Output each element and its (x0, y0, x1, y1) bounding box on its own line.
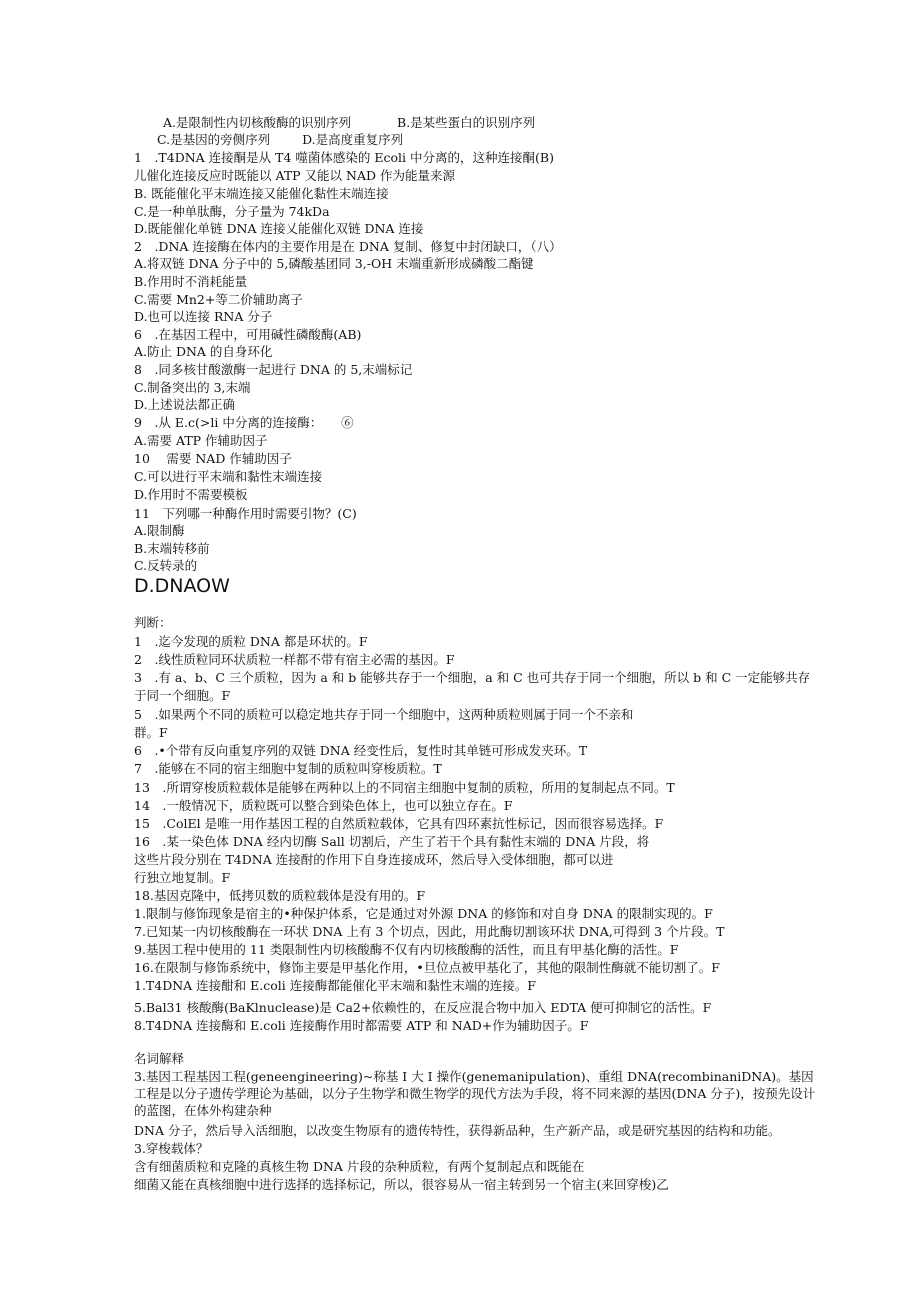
term-definition: DNA 分子，然后导入活细胞，以改变生物原有的遗传特性，获得新品种，生产新产品，或是研究基因的结构和功能。 (134, 1123, 781, 1138)
option-d: D.DNAOW (134, 575, 230, 597)
option-a: A.将双链 DNA 分子中的 5,磷酸基团同 3,-OH 末端重新形成磷酸二酯键 (134, 256, 534, 271)
option-c: C.制备突出的 3,末端 (134, 380, 251, 395)
option-d: D.是高度重复序列 (302, 132, 404, 147)
list-item: 13 .所谓穿梭质粒载体是能够在两种以上的不同宿主细胞中复制的质粒，所用的复制起点不同。T (134, 780, 675, 795)
list-item: 群。F (134, 725, 168, 740)
list-item: 1 .迄今发现的质粒 DNA 都是环状的。F (134, 634, 368, 649)
term-definition: 3.基因工程基因工程(geneengineering)~称基 I 大 I 操作(genemanipulation)、重组 DNA(recombinaniDNA)。基因工程是以分子遗传学理论为基础，以分子生物学和微生物学的现代方法为手段，将不同来源的基因(DNA 分子)，按预先设计的蓝图，在体外构建杂种 (134, 1069, 816, 1118)
list-item: 1.限制与修饰现象是宿主的•种保护体系，它是通过对外源 DNA 的修饰和对自身 DNA 的限制实现的。F (134, 906, 713, 921)
term-definition: 含有细菌质粒和克隆的真核生物 DNA 片段的杂种质粒，有两个复制起点和既能在 (134, 1159, 585, 1174)
option-c: C.是一种单肽酶，分子量为 74kDa (134, 204, 330, 219)
list-item: 8.T4DNA 连接酶和 E.coli 连接酶作用时都需要 ATP 和 NAD+作为辅助因子。F (134, 1018, 589, 1033)
section-heading: 判断： (134, 615, 172, 630)
option-b: B.作用时不消耗能量 (134, 274, 248, 289)
list-item: 5.Bal31 核酸酶(BaKlnuclease)是 Ca2+依赖性的，在反应混合物中加入 EDTA 便可抑制它的活性。F (134, 1000, 712, 1015)
list-item: 6 .•个带有反向重复序列的双链 DNA 经变性后，复性时其单链可形成发夹环。T (134, 743, 588, 758)
option-d: D.既能催化单链 DNA 连接乂能催化双链 DNA 连接 (134, 221, 424, 236)
option-b: 10 需要 NAD 作辅助因子 (134, 451, 292, 466)
list-item: 16 .某一染色体 DNA 经内切酶 Sall 切割后，产生了若干个具有黏性末端的 DNA 片段，将 (134, 834, 650, 849)
option-c: C.可以进行平末端和黏性末端连接 (134, 469, 323, 484)
option-line (163, 114, 535, 131)
term-heading: 3.穿梭载体？ (134, 1141, 209, 1156)
option-a: A.限制酶 (134, 523, 185, 538)
option-c: C.需要 Mn2+等二价辅助离子 (134, 292, 303, 307)
option-c: C.反转录的 (134, 558, 198, 573)
option-a: A.是限制性内切核酸酶的识别序列 (163, 115, 352, 130)
option-b: B.是某些蛋白的识别序列 (397, 115, 536, 130)
option-line (157, 131, 403, 148)
list-item: 这些片段分别在 T4DNA 连接酎的作用下自身连接成环，然后导入受体细胞，都可以进 (134, 852, 614, 867)
list-item: 1.T4DNA 连接酣和 E.coli 连接酶都能催化平末端和黏性末端的连接。F (134, 978, 536, 993)
option-a: A.需要 ATP 作辅助因子 (134, 433, 268, 448)
list-item: 15 .ColEl 是唯一用作基因工程的自然质粒载体，它具有四环素抗性标记，因而很容易选择。F (134, 816, 664, 831)
question-stem: 2 .DNA 连接酶在体内的主要作用是在 DNA 复制、修复中封闭缺口，（八） (134, 239, 562, 254)
list-item: 7 .能够在不同的宿主细胞中复制的质粒叫穿梭质粒。T (134, 761, 442, 776)
list-item: 行独立地复制。F (134, 870, 231, 885)
list-item: 14 .一般情况下，质粒既可以整合到染色体上，也可以独立存在。F (134, 798, 513, 813)
list-item: 2 .线性质粒同环状质粒一样都不带有宿主必需的基因。F (134, 652, 455, 667)
list-item: 18.基因克隆中，低拷贝数的质粒载体是没有用的。F (134, 888, 426, 903)
list-item: 9.基因工程中使用的 11 类限制性内切核酸酶不仅有内切核酸酶的活性，而且有甲基化酶的活性。F (134, 942, 679, 957)
option-a: 儿催化连接反应时既能以 ATP 又能以 NAD 作为能量来源 (134, 168, 455, 183)
list-item: 于同一个细胞。F (134, 688, 231, 703)
option-d: D.作用时不需要模板 (134, 487, 248, 502)
question-stem: 11 下列哪一种酶作用时需要引物？(C) (134, 506, 357, 521)
list-item: 3 .有 a、b、C 三个质粒，因为 a 和 b 能够共存于一个细胞，a 和 C 也可共存于同一个细胞，所以 b 和 C 一定能够共存 (134, 670, 811, 685)
question-stem: 6 .在基因工程中，可用碱性磷酸酶(AB) (134, 327, 362, 342)
list-item: 7.已知某一内切核酸酶在一环状 DNA 上有 3 个切点，因此，用此酶切割该环状 DNA,可得到 3 个片段。T (134, 924, 725, 939)
question-stem: 9 .从 E.c(>li 中分离的连接酶： ⑥ (134, 415, 354, 430)
option-d: D.上述说法都正确 (134, 397, 236, 412)
section-heading: 名词解释 (134, 1051, 185, 1066)
option-a: A.防止 DNA 的自身环化 (134, 344, 273, 359)
list-item: 16.在限制与修饰系统中，修饰主要是甲基化作用，•旦位点被甲基化了，其他的限制性酶就不能切割了。F (134, 960, 720, 975)
option-c: C.是基因的旁侧序列 (157, 132, 271, 147)
option-b: B.末端转移前 (134, 541, 210, 556)
option-b: B. 既能催化平末端连接又能催化黏性末端连接 (134, 186, 389, 201)
question-stem: 1 .T4DNA 连接酮是从 T4 噬菌体感染的 Ecoli 中分离的，这种连接酮(B) (134, 150, 554, 165)
term-definition: 细菌又能在真核细胞中进行选择的选择标记，所以，很容易从一宿主转到另一个宿主(来回穿梭)乙 (134, 1177, 669, 1192)
question-stem: 8 .同多核甘酸激酶一起进行 DNA 的 5,末端标记 (134, 362, 413, 377)
list-item: 5 .如果两个不同的质粒可以稳定地共存于同一个细胞中，这两种质粒则属于同一个不亲和 (134, 707, 634, 722)
option-d: D.也可以连接 RNA 分子 (134, 309, 273, 324)
